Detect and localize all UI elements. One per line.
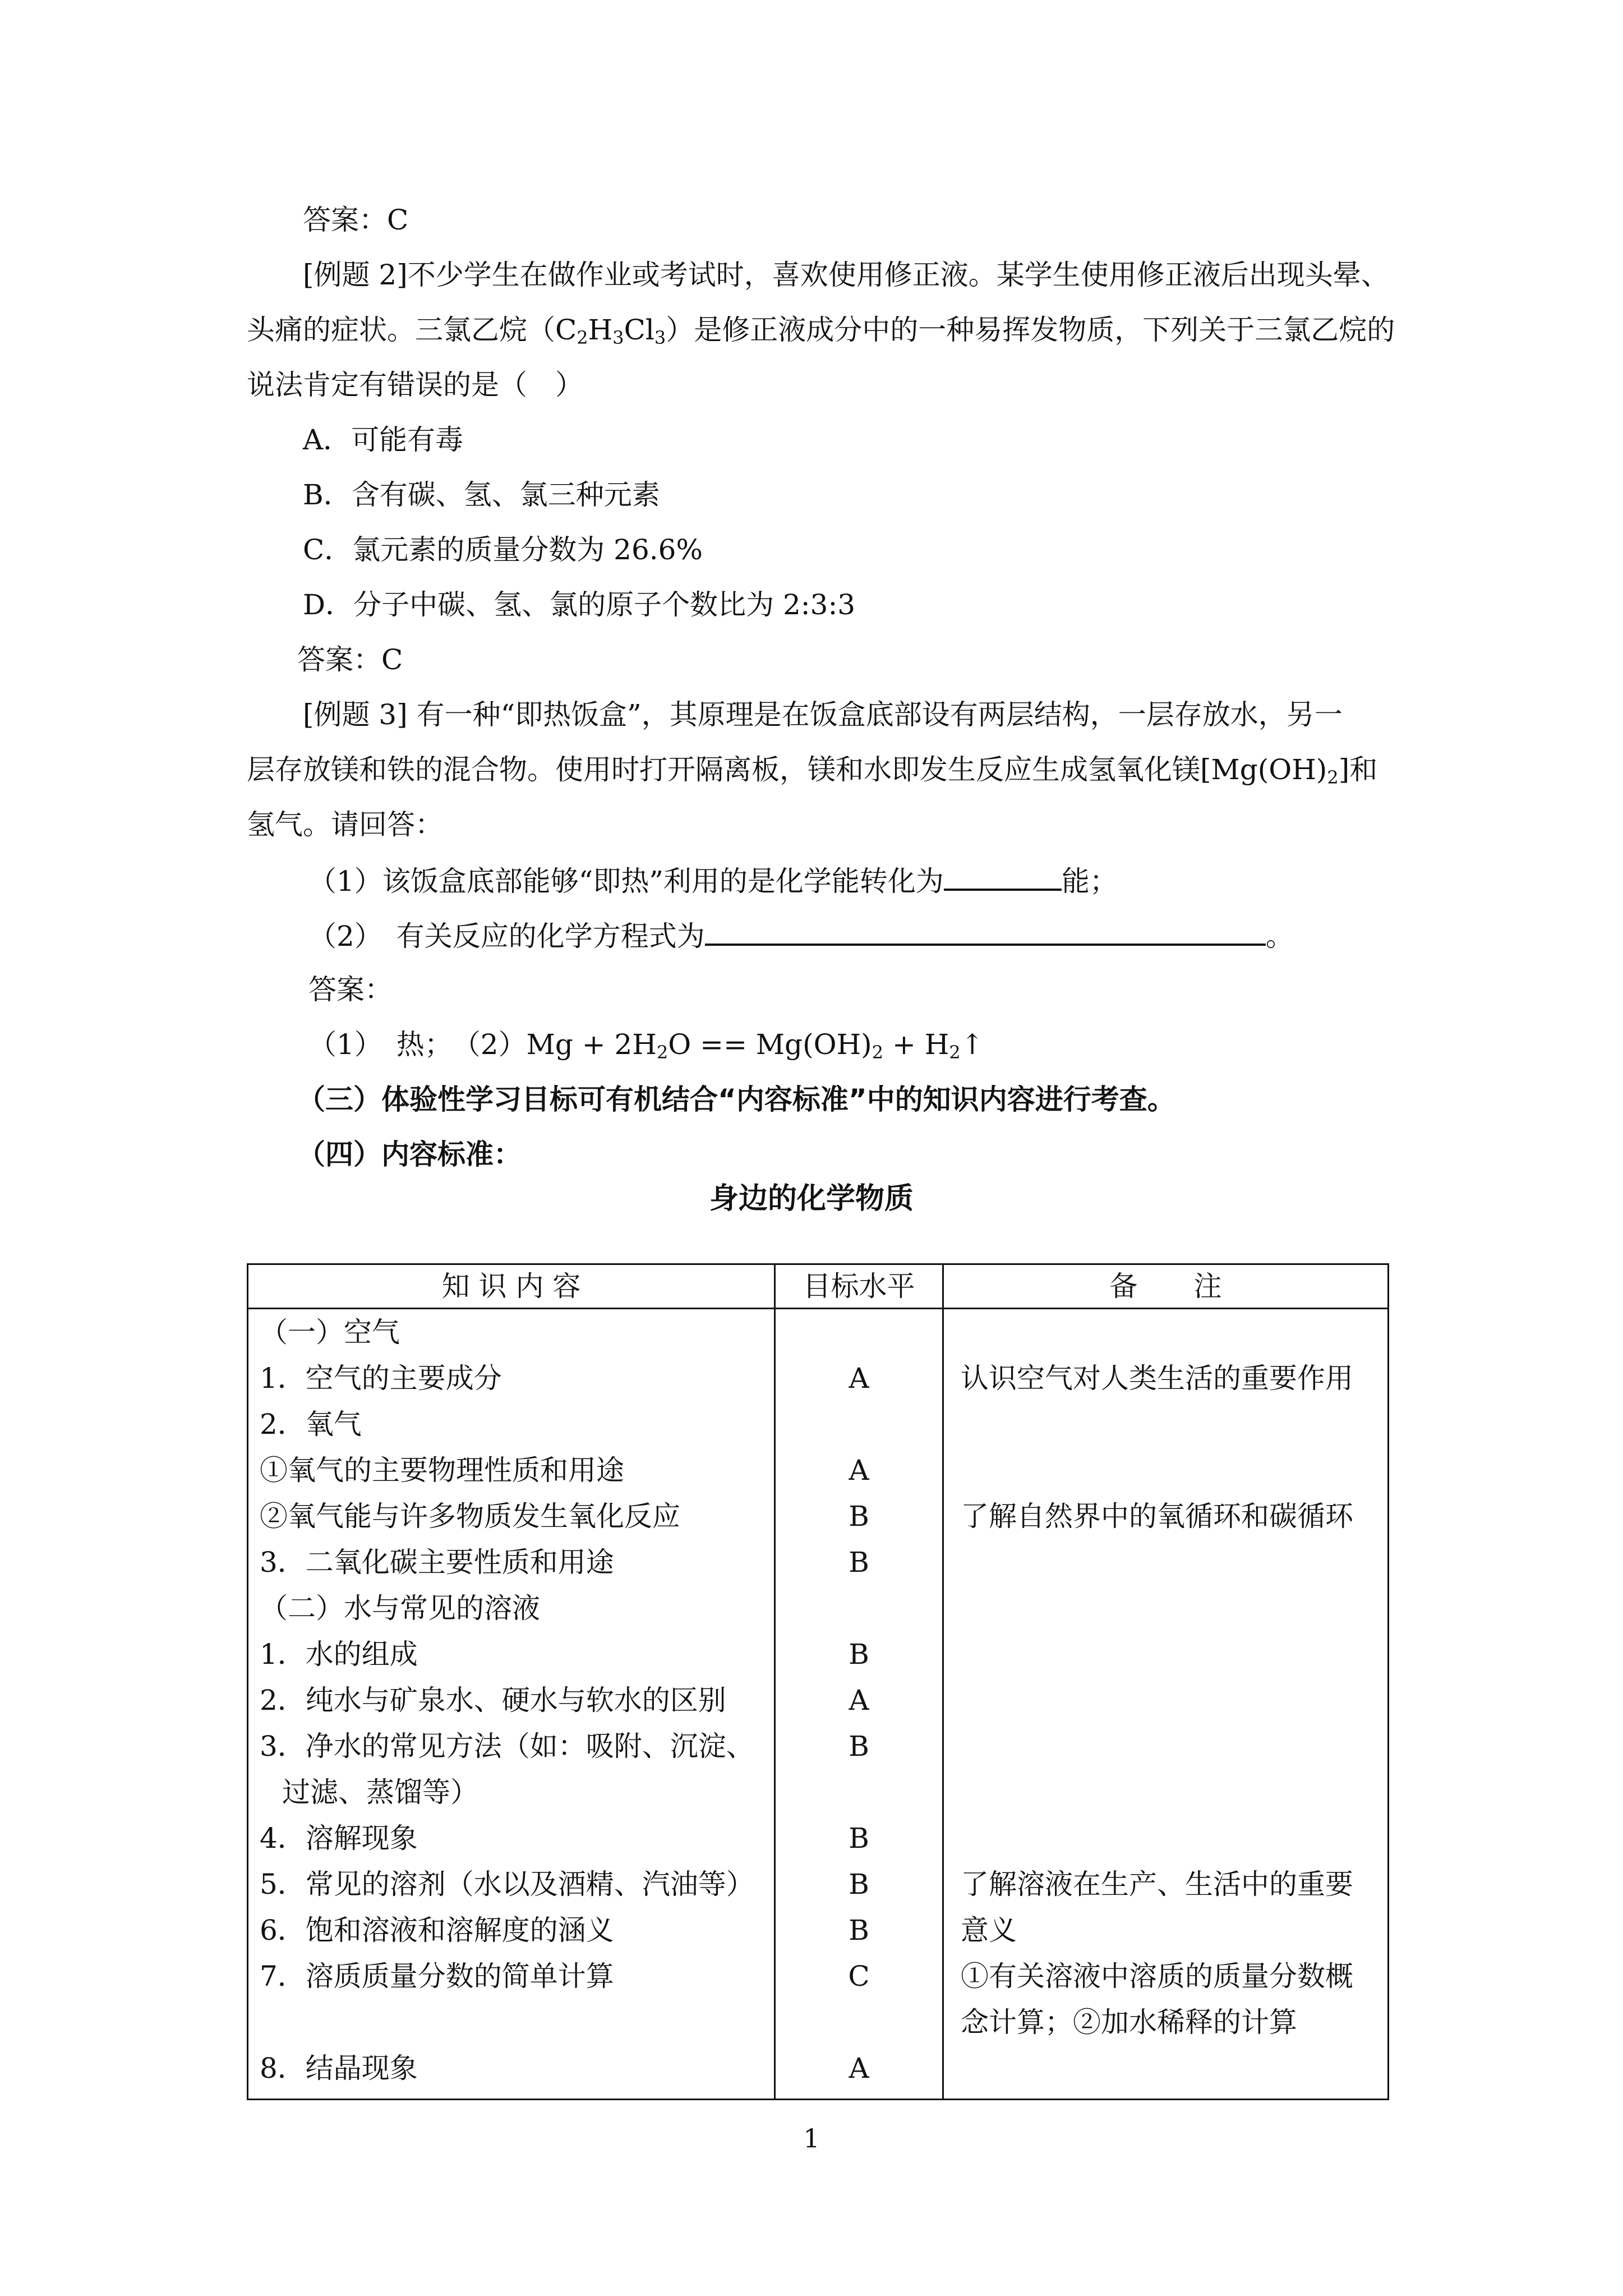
example-2-line-1: [例题 2]不少学生在做作业或考试时，喜欢使用修正液。某学生使用修正液后出现头晕、 (303, 259, 1389, 291)
option-a: A．可能有毒 (303, 424, 464, 456)
table-row: 3．二氧化碳主要性质和用途 B (248, 1539, 1389, 1585)
gas-arrow-icon: ↑ (960, 1028, 984, 1061)
header-level: 目标水平 (775, 1264, 943, 1309)
table-row: 2．氧气 (248, 1401, 1389, 1447)
example-3-line-3: 氢气。请回答： (247, 808, 443, 841)
page-number: 1 (803, 2123, 820, 2154)
option-b: B．含有碳、氢、氯三种元素 (303, 478, 660, 511)
table-row: 3．净水的常见方法（如：吸附、沉淀、 B (248, 1723, 1389, 1769)
table-header-row (248, 1264, 1389, 1309)
header-knowledge: 知 识 内 容 (248, 1264, 775, 1309)
table-row: 1．水的组成 B (248, 1631, 1389, 1677)
example-3-line-1: [例题 3] 有一种“即热饭盒”，其原理是在饭盒底部设有两层结构，一层存放水，另一 (303, 698, 1343, 731)
example-2-line-3: 说法肯定有错误的是（ ） (247, 369, 583, 401)
answer-line: 答案：C (303, 204, 409, 236)
example-2-answer: 答案：C (297, 643, 403, 676)
question-2: （2） 有关反应的化学方程式为 。 (308, 918, 1294, 953)
table-row: 4．溶解现象 B (248, 1815, 1389, 1861)
example-2-line-2: 头痛的症状。三氯乙烷$(C_2H_3Cl_3)$是修正液成分中的一种易挥发物质，下列关于三氯乙烷的 (247, 314, 1395, 348)
section-4-heading: （四）内容标准： (297, 1138, 522, 1171)
section-3-heading: （三）体验性学习目标可有机结合“内容标准”中的知识内容进行考查。 (297, 1083, 1175, 1116)
option-d: D．分子中碳、氢、氯的原子个数比为 2:3:3 (303, 588, 856, 621)
header-notes: 备 注 (943, 1264, 1389, 1309)
question-2-blank (705, 918, 1266, 946)
table-row: 6．饱和溶液和溶解度的涵义 B 意义 (248, 1907, 1389, 1953)
table-row: 8．结晶现象 A (248, 2045, 1389, 2099)
option-c: C．氯元素的质量分数为 26.6% (303, 533, 703, 566)
content-standard-table (247, 1263, 1389, 2100)
question-1-blank (944, 863, 1062, 891)
table-row: 过滤、蒸馏等） (248, 1769, 1389, 1815)
table-row: 5．常见的溶剂（水以及酒精、汽油等） B 了解溶液在生产、生活中的重要 (248, 1861, 1389, 1907)
table-row: ②氧气能与许多物质发生氧化反应 B 了解自然界中的氧循环和碳循环 (248, 1493, 1389, 1539)
example-3-answer: （1） 热； $(2)Mg + 2H_2O == Mg(OH)_2$ + $H_2↑$ (308, 1028, 984, 1063)
table-row: 1．空气的主要成分 A 认识空气对人类生活的重要作用 (248, 1355, 1389, 1401)
example-3-line-2: 层存放镁和铁的混合物。使用时打开隔离板，镁和水即发生反应生成氢氧化镁$[Mg(OH)_2]$和 (247, 753, 1378, 788)
table-row: 2．纯水与矿泉水、硬水与软水的区别 A (248, 1677, 1389, 1723)
example-3-answer-label: 答案： (308, 973, 393, 1006)
question-1: （1）该饭盒底部能够“即热”利用的是化学能转化为 能； (308, 863, 1118, 898)
table-title: 身边的化学物质 (709, 1182, 914, 1216)
table-row: ①氧气的主要物理性质和用途 A (248, 1447, 1389, 1493)
table-row: 7．溶质质量分数的简单计算 C ①有关溶液中溶质的质量分数概 (248, 1953, 1389, 1999)
table-row: （一）空气 (248, 1309, 1389, 1356)
table-row: （二）水与常见的溶液 (248, 1585, 1389, 1631)
table-row: 念计算；②加水稀释的计算 (248, 1999, 1389, 2045)
